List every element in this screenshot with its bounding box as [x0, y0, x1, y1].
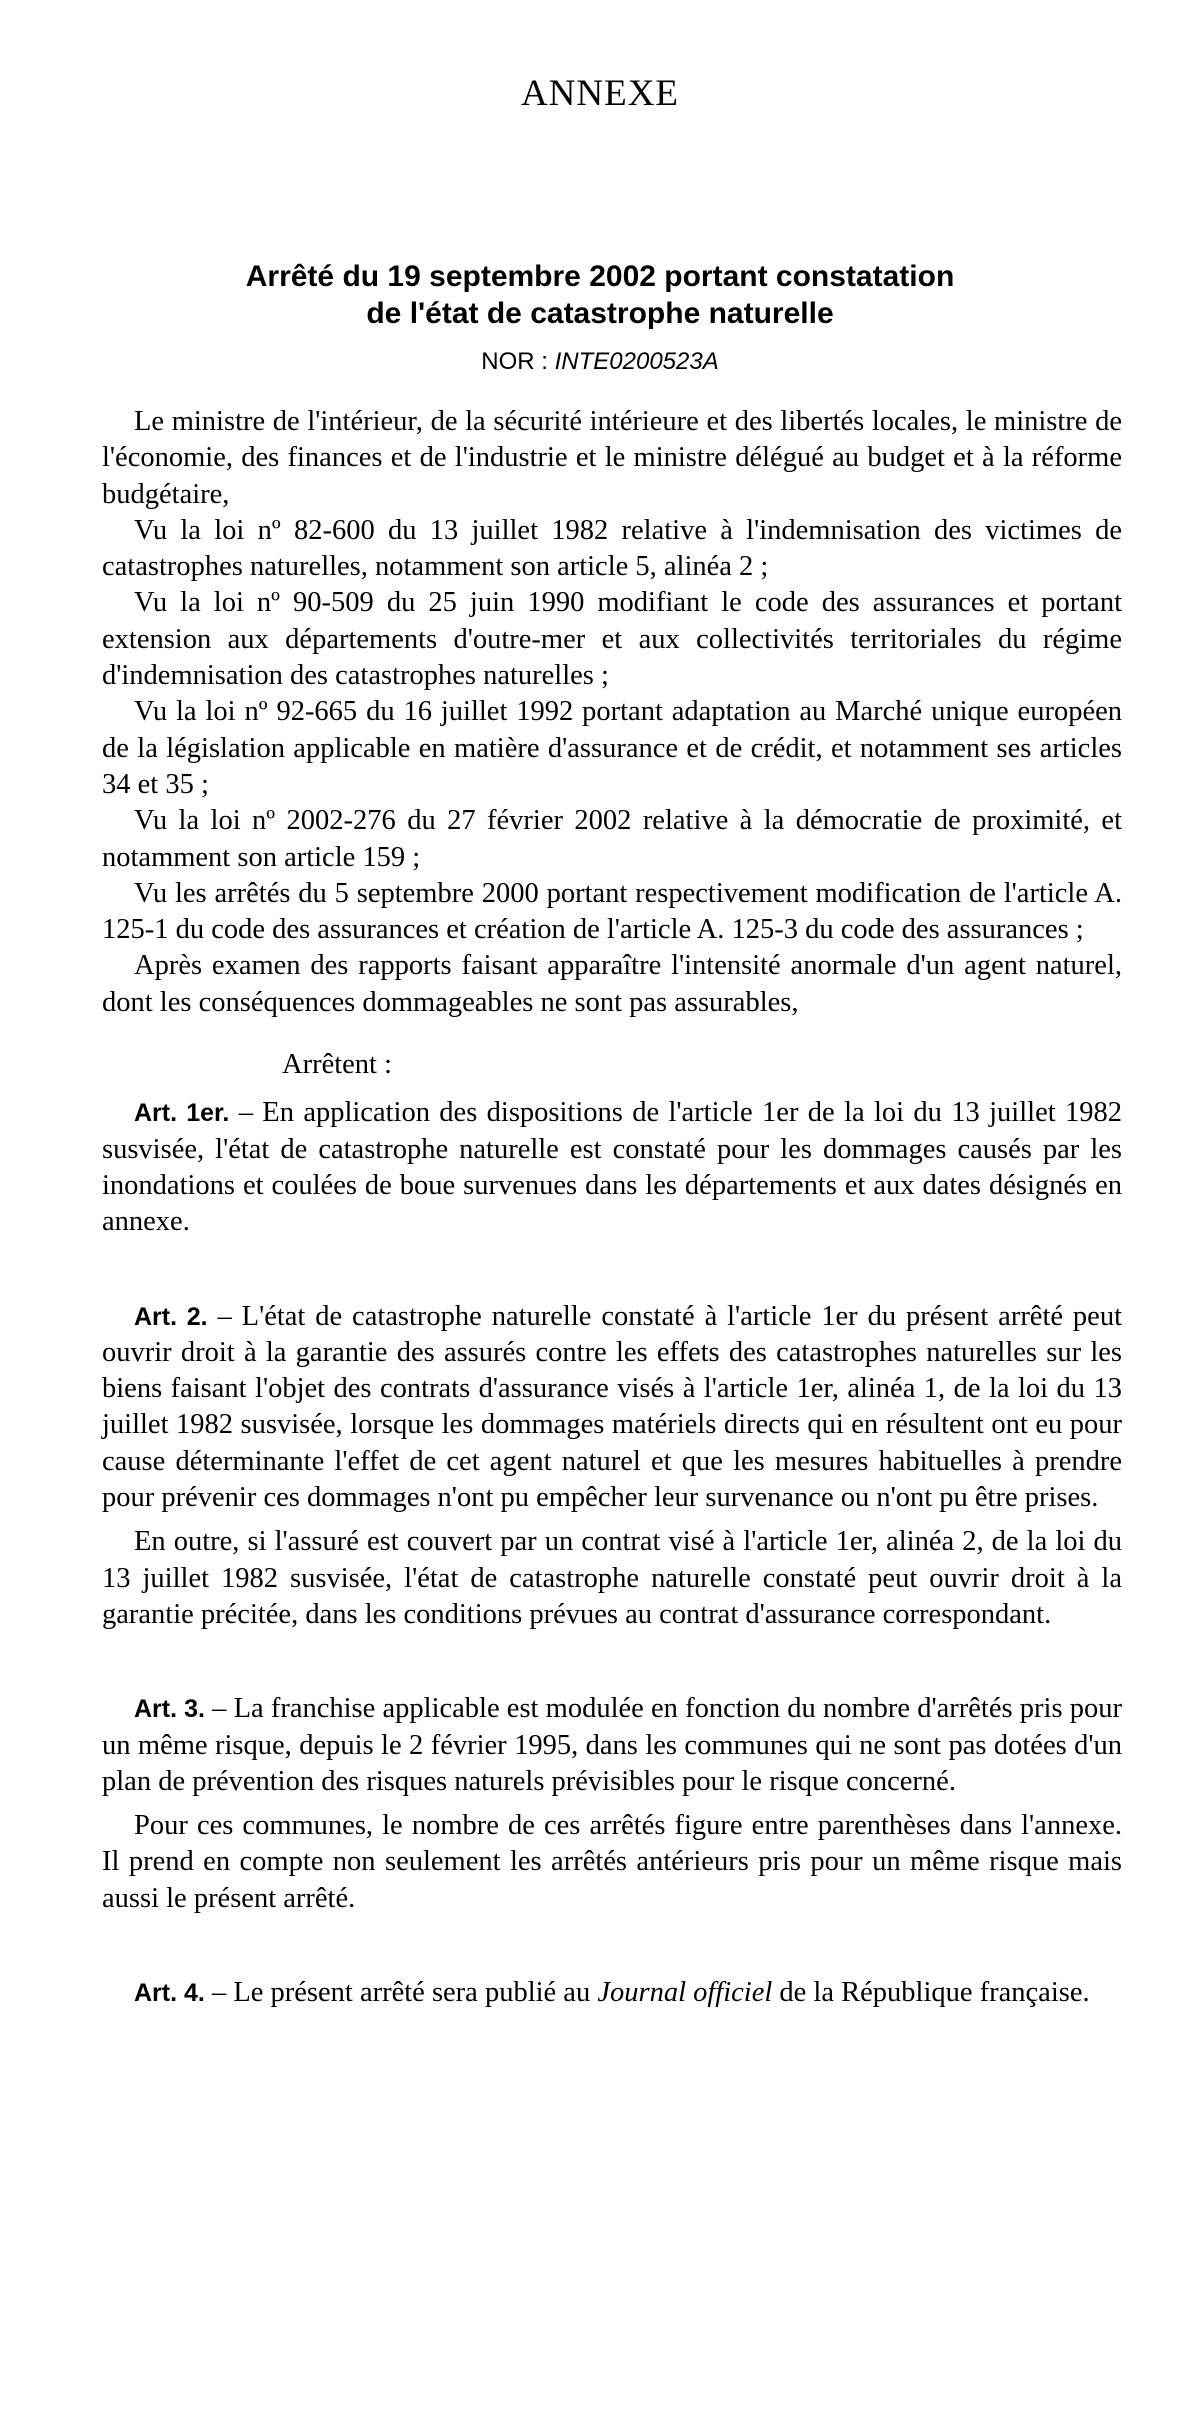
nor-code: INTE0200523A [554, 348, 719, 375]
article-4 [102, 1975, 1122, 2011]
article-4-label: Art. 4. [134, 1978, 205, 2007]
annexe-heading: ANNEXE [520, 73, 680, 114]
decree-body [102, 404, 1122, 2011]
article-1-text: – En application des dispositions de l'article 1er de la loi du 13 juillet 1982 susvisée, l'état de catastrophe naturelle est constaté pour les dommages causés par les inondations et coulées de boue survenues dans les départements et aux dates désignés en annexe. [102, 1097, 1122, 1238]
preamble-ministers: Le ministre de l'intérieur, de la sécurité intérieure et des libertés locales, le ministre de l'économie, des finances et de l'industrie et le ministre délégué au budget et à la réforme budgétaire, [102, 406, 1122, 510]
preamble-examen-rapports: Après examen des rapports faisant apparaître l'intensité anormale d'un agent naturel, dont les conséquences dommageables ne sont pas assurables, [102, 950, 1122, 1018]
nor-reference [0, 348, 1200, 376]
preamble-visa-loi-92-665: Vu la loi nº 92-665 du 16 juillet 1992 portant adaptation au Marché unique européen de la législation applicable en matière d'assurance et de crédit, et notamment ses articles 34 et 35 ; [102, 696, 1122, 800]
article-4-text-after: de la République française. [772, 1976, 1090, 2008]
preamble-visa-loi-82-600: Vu la loi nº 82-600 du 13 juillet 1982 relative à l'indemnisation des victimes de catastrophes naturelles, notamment son article 5, alinéa 2 ; [102, 514, 1122, 583]
article-3-label: Art. 3. [134, 1695, 205, 1724]
decree-title-line-2: de l'état de catastrophe naturelle [366, 297, 834, 330]
decree-title [120, 258, 1080, 332]
preamble-visa-arretes-2000: Vu les arrêtés du 5 septembre 2000 portant respectivement modification de l'article A. 125-1 du code des assurances et création de l'article A. 125-3 du code des assurances ; [102, 877, 1122, 946]
article-2 [102, 1299, 1122, 1517]
article-3-extra: Pour ces communes, le nombre de ces arrêtés figure entre parenthèses dans l'annexe. Il prend en compte non seulement les arrêtés antérieurs pris pour un même risque mais aussi le présent arrêté. [102, 1810, 1122, 1914]
nor-label: NOR : [481, 348, 548, 375]
decree-title-line-1: Arrêté du 19 septembre 2002 portant constatation [245, 260, 955, 293]
journal-officiel-title: Journal officiel [597, 1976, 773, 2008]
article-3-text: – La franchise applicable est modulée en fonction du nombre d'arrêtés pris pour un même risque, depuis le 2 février 1995, dans les communes qui ne sont pas dotées d'un plan de prévention des risques naturels prévisibles pour le risque concerné. [102, 1693, 1122, 1797]
article-2-extra: En outre, si l'assuré est couvert par un contrat visé à l'article 1er, alinéa 2, de la loi du 13 juillet 1982 susvisée, l'état de catastrophe naturelle constaté peut ouvrir droit à la garantie précitée, dans les conditions prévues au contrat d'assurance correspondant. [102, 1526, 1122, 1630]
article-2-label: Art. 2. [134, 1302, 208, 1331]
preamble-visa-loi-90-509: Vu la loi nº 90-509 du 25 juin 1990 modifiant le code des assurances et portant extension aux départements d'outre-mer et aux collectivités territoriales du régime d'indemnisation des catastrophes naturelles ; [102, 587, 1122, 692]
article-1-label: Art. 1er. [134, 1099, 230, 1128]
arretent-heading: Arrêtent : [282, 1049, 392, 1081]
preamble-visa-loi-2002-276: Vu la loi nº 2002-276 du 27 février 2002 relative à la démocratie de proximité, et notamment son article 159 ; [102, 805, 1122, 873]
article-4-text-before: – Le présent arrêté sera publié au [204, 1976, 598, 2008]
article-2-text: – L'état de catastrophe naturelle constaté à l'article 1er du présent arrêté peut ouvrir droit à la garantie des assurés contre les effets des catastrophes naturelles sur les biens faisant l'objet des contrats d'assurance visés à l'article 1er, alinéa 1, de la loi du 13 juillet 1982 susvisée, lorsque les dommages matériels directs qui en résultent ont eu pour cause déterminante l'effet de cet agent naturel et que les mesures habituelles à prendre pour prévenir ces dommages n'ont pu empêcher leur survenance ou n'ont pu être prises. [102, 1300, 1122, 1514]
article-3 [102, 1691, 1122, 1800]
article-1 [102, 1095, 1122, 1240]
